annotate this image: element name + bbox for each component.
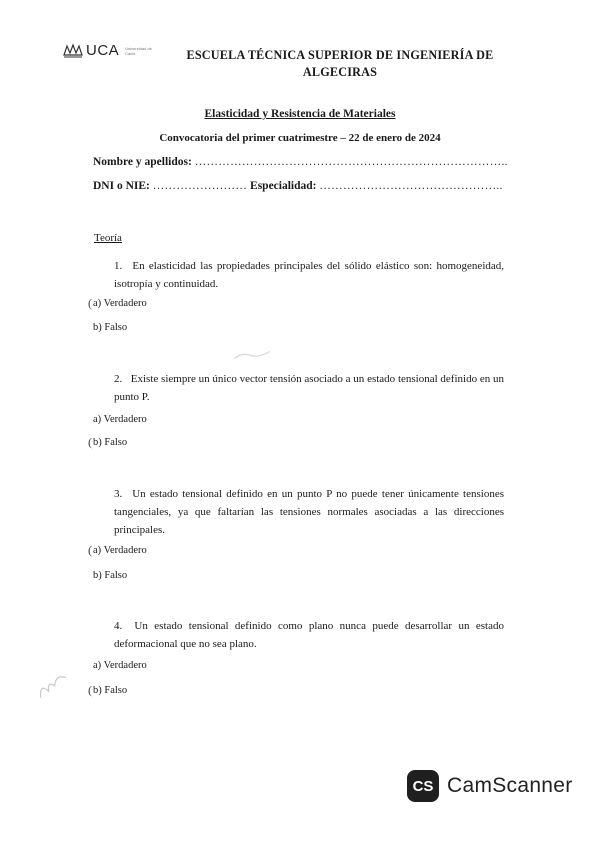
logo-text: UCA bbox=[86, 42, 120, 59]
question-text: Un estado tensional definido como plano nunca puede desarrollar un estado deformacional que no sea plano. bbox=[114, 620, 504, 650]
bleed-through-smudge-icon bbox=[231, 345, 272, 362]
school-title-line2: ALGECIRAS bbox=[302, 65, 378, 79]
pencil-mark-icon: ( bbox=[88, 435, 92, 449]
question-3 bbox=[114, 485, 504, 539]
dni-specialty-field bbox=[93, 180, 503, 192]
name-label: Nombre y apellidos: bbox=[93, 156, 192, 168]
question-number: 1. bbox=[114, 260, 123, 272]
option-b[interactable]: b) Falso bbox=[93, 322, 128, 333]
question-number: 3. bbox=[114, 488, 123, 500]
specialty-label: Especialidad: bbox=[250, 180, 317, 192]
uca-logo bbox=[62, 42, 159, 59]
section-title: Teoría bbox=[94, 232, 122, 244]
camscanner-watermark bbox=[407, 770, 573, 802]
exam-convocatoria: Convocatoria del primer cuatrimestre – 22 de enero de 2024 bbox=[159, 132, 441, 144]
question-number: 2. bbox=[114, 373, 123, 385]
question-1 bbox=[114, 257, 504, 293]
question-text: En elasticidad las propiedades principales del sólido elástico son: homogeneidad, isotropía y continuidad. bbox=[114, 260, 505, 290]
dni-blank: …………………… bbox=[152, 180, 248, 192]
university-emblem-icon bbox=[62, 43, 84, 59]
specialty-blank: ……………………………………….. bbox=[319, 180, 503, 192]
logo-subtitle: Universidad de Cádiz bbox=[125, 45, 152, 56]
option-a[interactable]: a) Verdadero bbox=[93, 660, 147, 671]
option-b[interactable]: b) Falso bbox=[93, 570, 128, 581]
pencil-mark-icon: ( bbox=[88, 683, 92, 697]
school-title bbox=[175, 47, 505, 81]
exam-subject: Elasticidad y Resistencia de Materiales bbox=[204, 108, 396, 120]
question-4 bbox=[114, 617, 504, 653]
option-a[interactable]: a) Verdadero bbox=[93, 298, 147, 309]
name-field bbox=[93, 156, 508, 168]
question-number: 4. bbox=[114, 620, 123, 632]
question-2 bbox=[114, 370, 504, 406]
option-a[interactable]: a) Verdadero bbox=[93, 414, 147, 425]
dni-label: DNI o NIE: bbox=[93, 180, 150, 192]
camscanner-label: CamScanner bbox=[447, 774, 573, 797]
option-a[interactable]: a) Verdadero bbox=[93, 545, 147, 556]
pencil-mark-icon: ( bbox=[88, 543, 92, 557]
option-b[interactable]: b) Falso bbox=[93, 437, 128, 448]
question-text: Un estado tensional definido en un punto P no puede tener únicamente tensiones tangenciales, ya que faltarían las tensiones normales asociadas a las direcciones principales. bbox=[114, 488, 504, 536]
school-title-line1: ESCUELA TÉCNICA SUPERIOR DE INGENIERÍA DE bbox=[186, 48, 494, 62]
name-blank: …………………………………………………………………….. bbox=[194, 156, 508, 168]
option-b[interactable]: b) Falso bbox=[93, 685, 128, 696]
camscanner-logo-icon: CS bbox=[407, 770, 439, 802]
question-text: Existe siempre un único vector tensión asociado a un estado tensional definido en un punto P. bbox=[114, 373, 504, 403]
handwritten-scribble-icon bbox=[31, 668, 72, 703]
pencil-mark-icon: ( bbox=[88, 296, 92, 310]
